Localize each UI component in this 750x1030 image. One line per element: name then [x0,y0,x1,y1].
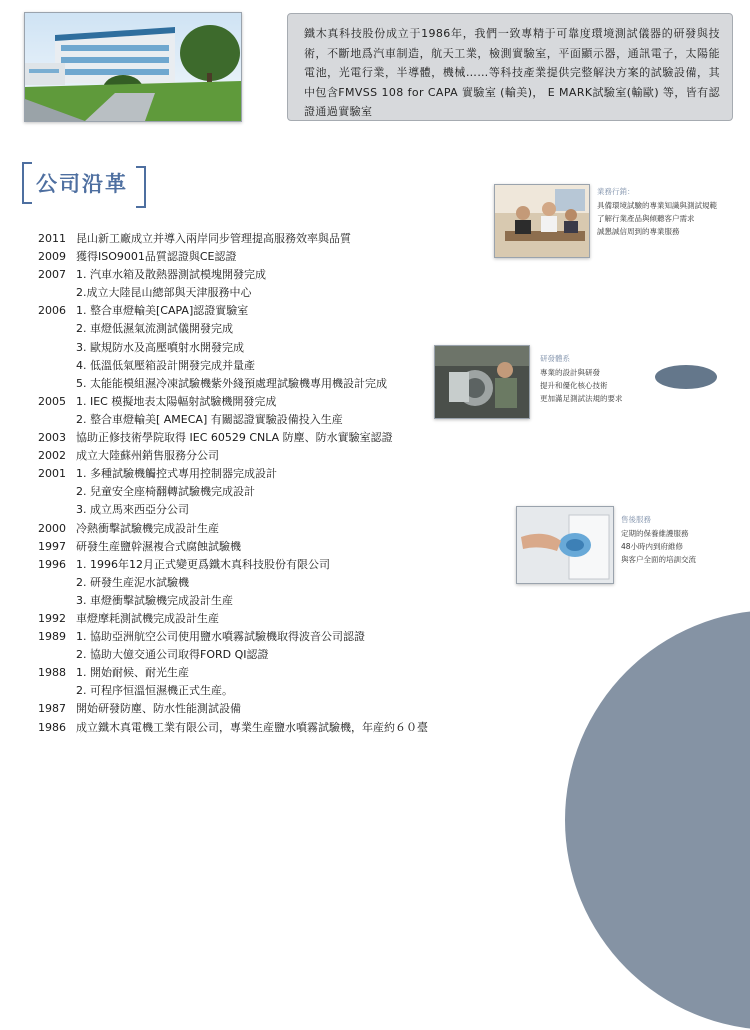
timeline-text: 1. 開始耐候、耐光生産 [76,666,189,680]
timeline-row [38,592,458,610]
timeline-year: 1996 [38,557,66,571]
timeline-row [38,429,458,447]
timeline-text: 1. 汽車水箱及散熱器測試模塊開發完成 [76,268,266,282]
sales-card-line: 了解行業產品與傾聽客户需求 [597,214,695,223]
timeline-row [38,501,458,519]
sales-card-line: 誠懇誠信周到的專業服務 [597,227,680,236]
timeline-year: 2009 [38,250,66,264]
timeline-row [38,682,458,700]
timeline-row [38,538,458,556]
timeline-year: 1997 [38,539,66,553]
timeline-row [38,719,458,737]
timeline-text: 1. IEC 模擬地表太陽輻射試驗機開發完成 [76,394,277,408]
sales-card-line: 具備環境試驗的專業知識與測試規範 [597,201,717,210]
timeline-row [38,320,458,338]
after-sales-card-line: 與客户全面的培訓交流 [621,555,696,564]
timeline-row [38,520,458,538]
timeline-row [38,302,458,320]
after-sales-card-label: 售後服務 [621,515,651,524]
timeline-row [38,248,458,266]
after-sales-card [621,514,696,566]
rd-card-line: 提升和優化核心技術 [540,381,608,390]
timeline-row [38,700,458,718]
timeline-text: 4. 低溫低氣壓箱設計開發完成并量產 [76,358,255,372]
timeline-row [38,664,458,682]
rd-card [540,353,623,405]
decorative-ellipse [655,365,717,389]
timeline-row [38,646,458,664]
timeline-row [38,556,458,574]
timeline-row [38,447,458,465]
timeline-row [38,339,458,357]
timeline-text: 5. 太能能模組濕冷凍試驗機紫外綫預處理試驗機專用機設計完成 [76,376,387,390]
rd-card-line: 更加滿足測試法規的要求 [540,394,623,403]
timeline-year: 1987 [38,702,66,716]
timeline-text: 1. 1996年12月正式變更爲鐵木真科技股份有限公司 [76,557,330,571]
after-sales-photo [516,506,614,584]
timeline-row [38,357,458,375]
timeline-text: 1. 協助亞洲航空公司使用鹽水噴霧試驗機取得波音公司認證 [76,630,365,644]
timeline-text: 2. 協助大億交通公司取得FORD QI認證 [76,648,269,662]
timeline-year: 1992 [38,611,66,625]
timeline-text: 獲得ISO9001品質認證與CE認證 [76,250,237,264]
timeline-text: 車燈摩耗測試機完成設計生産 [76,611,219,625]
timeline-row [38,393,458,411]
timeline-text: 2. 可程序恒溫恒濕機正式生産。 [76,684,233,698]
timeline-row [38,610,458,628]
timeline-text: 成立大陸蘇州銷售服務分公司 [76,449,219,463]
timeline-text: 協助正修技術學院取得 IEC 60529 CNLA 防塵、防水實驗室認證 [76,431,393,445]
timeline-year: 1986 [38,720,66,734]
timeline-year: 2000 [38,521,66,535]
timeline-text: 冷熱衝擊試驗機完成設計生産 [76,521,219,535]
timeline-year: 2005 [38,394,66,408]
factory-photo [24,12,242,122]
section-title-text: 公司沿革 [36,172,128,196]
timeline-text: 2. 整合車燈輸美[ AMECA] 有關認證實驗設備投入生産 [76,412,343,426]
timeline-year: 2001 [38,467,66,481]
timeline-text: 3. 車燈衝擊試驗機完成設計生産 [76,593,233,607]
after-sales-card-line: 48小時内到府維修 [621,542,684,551]
timeline-year: 2002 [38,449,66,463]
timeline-row [38,411,458,429]
section-title [22,162,152,204]
timeline-text: 研發生産鹽幹濕複合式腐蝕試驗機 [76,539,241,553]
timeline-row [38,284,458,302]
timeline-text: 2. 研發生産泥水試驗機 [76,575,189,589]
timeline-text: 成立鐵木真電機工業有限公司，專業生産鹽水噴霧試驗機，年産約６０臺 [76,720,428,734]
timeline-year: 1989 [38,630,66,644]
timeline-row [38,574,458,592]
timeline-text: 3. 歐規防水及高壓噴射水開發完成 [76,340,244,354]
sales-card-label: 業務行銷： [597,187,635,196]
timeline-row [38,465,458,483]
timeline-year: 2007 [38,268,66,282]
timeline-text: 3. 成立馬來西亞分公司 [76,503,189,517]
rd-card-label: 研發體系 [540,354,570,363]
timeline-text: 1. 整合車燈輸美[CAPA]認證實驗室 [76,304,249,318]
timeline-row [38,483,458,501]
company-intro-box [287,13,733,121]
timeline-text: 1. 多種試驗機觸控式專用控制器完成設計 [76,467,277,481]
decorative-corner-arc [565,610,750,1030]
timeline-row [38,628,458,646]
after-sales-card-line: 定期的保養維護服務 [621,529,689,538]
timeline-year: 1988 [38,666,66,680]
company-history-timeline [38,230,458,737]
rd-lab-photo [434,345,530,419]
timeline-text: 2. 車燈低濕氣流測試儀開發完成 [76,322,233,336]
title-left-bracket [22,162,32,204]
timeline-row [38,230,458,248]
timeline-text: 昆山新工廠成立并導入兩岸同步管理提高服務效率與品質 [76,232,351,245]
company-intro-text: 鐵木真科技股份成立于1986年，我們一致專精于可靠度環境測試儀器的研發與技術，不斷地爲汽車制造，航天工業，檢測實驗室，平面顯示器，通訊電子，太陽能電池，光電行業，半導體，機械……等科技產業提供完整解決方案的試驗設備，其中包含FMVSS 108 for CAPA 實驗室 (輸美)， E MARK試驗室(輸歐) 等，皆有認證通過實驗室 [304,27,720,118]
timeline-text: 開始研發防塵、防水性能測試設備 [76,702,241,716]
title-right-bracket [136,166,146,208]
timeline-row [38,375,458,393]
timeline-text: 2.成立大陸昆山總部與天津服務中心 [76,286,252,300]
rd-card-line: 專業的設計與研發 [540,368,600,377]
timeline-row [38,266,458,284]
timeline-year: 2003 [38,431,66,445]
timeline-text: 2. 兒童安全座椅翻轉試驗機完成設計 [76,485,255,499]
timeline-year: 2006 [38,304,66,318]
sales-card [597,186,717,238]
sales-meeting-photo [494,184,590,258]
timeline-year: 2011 [38,232,66,245]
